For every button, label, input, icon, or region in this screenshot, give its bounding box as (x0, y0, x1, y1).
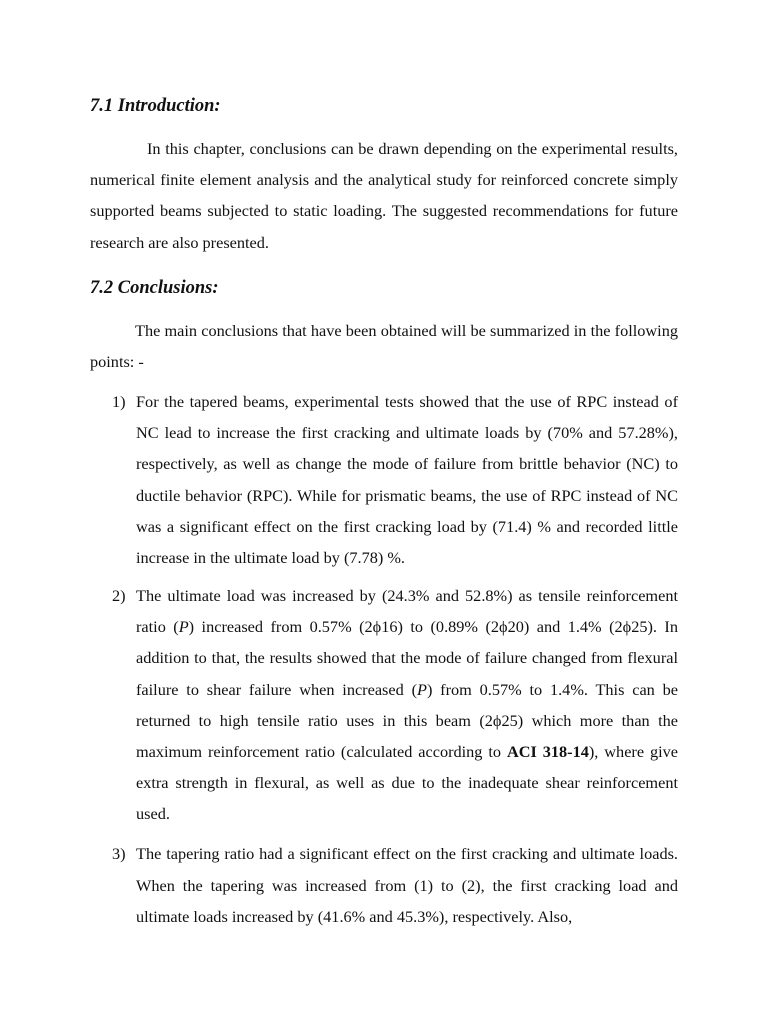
list-item-number: 3) (112, 844, 126, 863)
rho-symbol: P (417, 679, 427, 699)
section-heading-introduction: 7.1 Introduction: (90, 96, 221, 116)
list-item-number: 1) (112, 392, 126, 411)
list-item (90, 838, 678, 933)
conclusions-intro-paragraph: The main conclusions that have been obtained will be summarized in the following points: - (90, 321, 678, 372)
list-item-text: The ultimate load was increased by (24.3% and 52.8%) as tensile reinforcement ratio (P) increased from 0.57% (2ϕ16) to (0.89% (2ϕ20) and 1.4% (2ϕ25). In addition to that, the results showed that the mode of failure changed from flexural failure to shear failure when increased (P) from 0.57% to 1.4%. This can be returned to high tensile ratio uses in this beam (2ϕ25) which more than the maximum reinforcement ratio (calculated according to ACI 318-14), where give extra strength in flexural, as well as due to the inadequate shear reinforcement used. (136, 586, 679, 824)
rho-symbol: P (178, 617, 189, 637)
list-item-text: For the tapered beams, experimental tests showed that the use of RPC instead of NC lead to increase the first cracking and ultimate loads by (70% and 57.28%), respectively, as well as change the mode of failure from brittle behavior (NC) to ductile behavior (RPC). While for prismatic beams, the use of RPC instead of NC was a significant effect on the first cracking load by (71.4) % and recorded little increase in the ultimate load by (7.78) %. (136, 392, 678, 568)
aci-code-reference: ACI 318-14 (506, 742, 589, 762)
section-heading-conclusions: 7.2 Conclusions: (90, 278, 219, 298)
list-item-text: The tapering ratio had a significant effect on the first cracking and ultimate loads. When the tapering was increased from (1) to (2), the first cracking load and ultimate loads increased by (41.6% and 45.3%), respectively. Also, (136, 844, 678, 926)
introduction-paragraph: In this chapter, conclusions can be drawn depending on the experimental results, numerical finite element analysis and the analytical study for reinforced concrete simply supported beams subjected to static loading. The suggested recommendations for future research are also presented. (90, 139, 678, 252)
list-item (90, 386, 678, 573)
list-item-number: 2) (112, 586, 126, 605)
list-item (90, 580, 678, 830)
